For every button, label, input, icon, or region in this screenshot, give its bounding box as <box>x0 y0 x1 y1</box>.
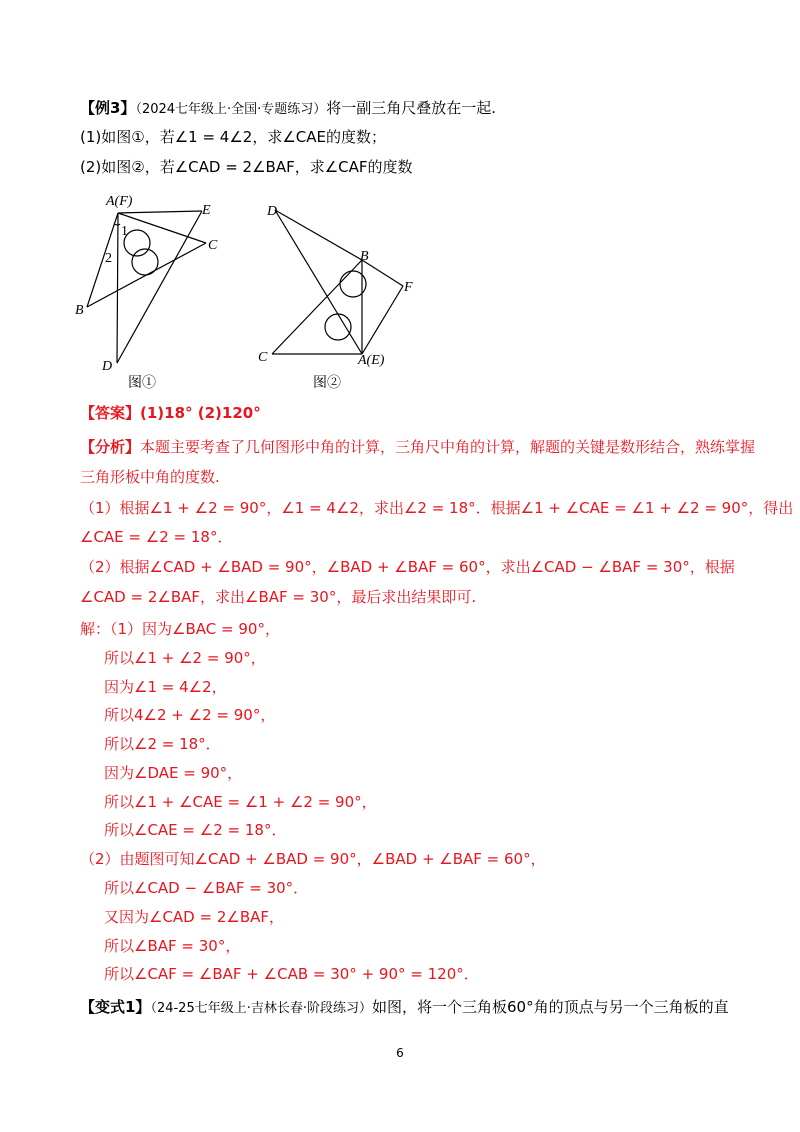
label-angle-2: 2 <box>105 251 112 266</box>
solution-step-8: （2）由题图可知∠CAD + ∠BAD = 90°，∠BAD + ∠BAF = 60°， <box>80 850 546 868</box>
line-DB <box>275 210 362 260</box>
label-D: D <box>267 204 278 219</box>
figure-2 <box>250 195 420 380</box>
answer-line <box>80 403 261 423</box>
solution-step-12: 所以∠CAF = ∠BAF + ∠CAB = 30° + 90° = 120°． <box>104 965 479 983</box>
label-C: C <box>208 238 218 253</box>
analysis-p1-b: ∠CAE = ∠2 = 18°． <box>80 528 233 546</box>
solution-step-0: 解：（1）因为∠BAC = 90°， <box>80 620 280 638</box>
angle-arc <box>114 224 120 225</box>
variant-1-line <box>80 997 729 1019</box>
question-2: (2)如图②，若∠CAD = 2∠BAF，求∠CAF的度数 <box>80 158 413 176</box>
label-F: F <box>404 280 413 295</box>
analysis-line-2: 三角形板中角的度数. <box>80 468 220 486</box>
label-B: B <box>360 249 369 264</box>
answer-tag: 【答案】 <box>80 404 141 422</box>
variant-1-source: （24-25七年级上·吉林长春·阶段练习） <box>150 1001 372 1016</box>
line-AE <box>118 211 202 213</box>
label-A: A(F) <box>106 194 133 209</box>
example-stem: 将一副三角尺叠放在一起. <box>326 99 497 117</box>
solution-step-10: 又因为∠CAD = 2∠BAF， <box>104 908 285 926</box>
variant-1-tag: 【变式1】 <box>80 998 151 1016</box>
solution-step-2: 因为∠1 = 4∠2， <box>104 678 227 696</box>
figure-1-caption: 图① <box>128 375 156 391</box>
example-source: （2024七年级上·全国·专题练习） <box>135 102 327 117</box>
solution-step-5: 因为∠DAE = 90°， <box>104 764 243 782</box>
solution-step-11: 所以∠BAF = 30°， <box>104 937 241 955</box>
analysis-p2-b: ∠CAD = 2∠BAF，求出∠BAF = 30°，最后求出结果即可. <box>80 588 477 606</box>
label-A: A(E) <box>358 353 385 368</box>
line-ED <box>117 211 202 363</box>
analysis-p1-a: （1）根据∠1 + ∠2 = 90°，∠1 = 4∠2，求出∠2 = 18°．根据∠1 + ∠CAE = ∠1 + ∠2 = 90°，得出 <box>80 499 794 517</box>
analysis-p2-a: （2）根据∠CAD + ∠BAD = 90°，∠BAD + ∠BAF = 60°，求出∠CAD − ∠BAF = 30°，根据 <box>80 558 735 576</box>
label-E: E <box>202 203 211 218</box>
label-angle-1: 1 <box>121 224 128 239</box>
solution-step-4: 所以∠2 = 18°． <box>104 735 221 753</box>
circle-hole-2 <box>325 314 351 340</box>
figure-1 <box>70 190 240 390</box>
line-hidden <box>274 210 275 354</box>
line-AD <box>117 213 118 363</box>
line-CB <box>272 260 362 354</box>
example-heading <box>80 98 496 120</box>
analysis-line-1 <box>80 437 755 457</box>
line-DA <box>275 210 362 354</box>
solution-step-6: 所以∠1 + ∠CAE = ∠1 + ∠2 = 90°， <box>104 793 377 811</box>
label-D: D <box>102 359 113 374</box>
analysis-tag: 【分析】 <box>80 438 141 456</box>
solution-step-9: 所以∠CAD − ∠BAF = 30°． <box>104 879 309 897</box>
line-FA <box>362 286 403 354</box>
analysis-text-1: 本题主要考查了几何图形中角的计算，三角尺中角的计算，解题的关键是数形结合，熟练掌握 <box>140 438 756 456</box>
solution-step-3: 所以4∠2 + ∠2 = 90°， <box>104 706 276 724</box>
label-B: B <box>75 303 84 318</box>
page-number: 6 <box>396 1046 404 1060</box>
figure-2-caption: 图② <box>313 375 341 391</box>
solution-step-7: 所以∠CAE = ∠2 = 18°． <box>104 821 287 839</box>
answer-text: (1)18° (2)120° <box>140 404 261 422</box>
question-1: (1)如图①，若∠1 = 4∠2，求∠CAE的度数； <box>80 128 386 146</box>
variant-1-text: 如图，将一个三角板60°角的顶点与另一个三角板的直 <box>371 998 729 1016</box>
label-C: C <box>258 350 268 365</box>
example-tag: 【例3】 <box>80 99 136 117</box>
solution-step-1: 所以∠1 + ∠2 = 90°， <box>104 649 266 667</box>
